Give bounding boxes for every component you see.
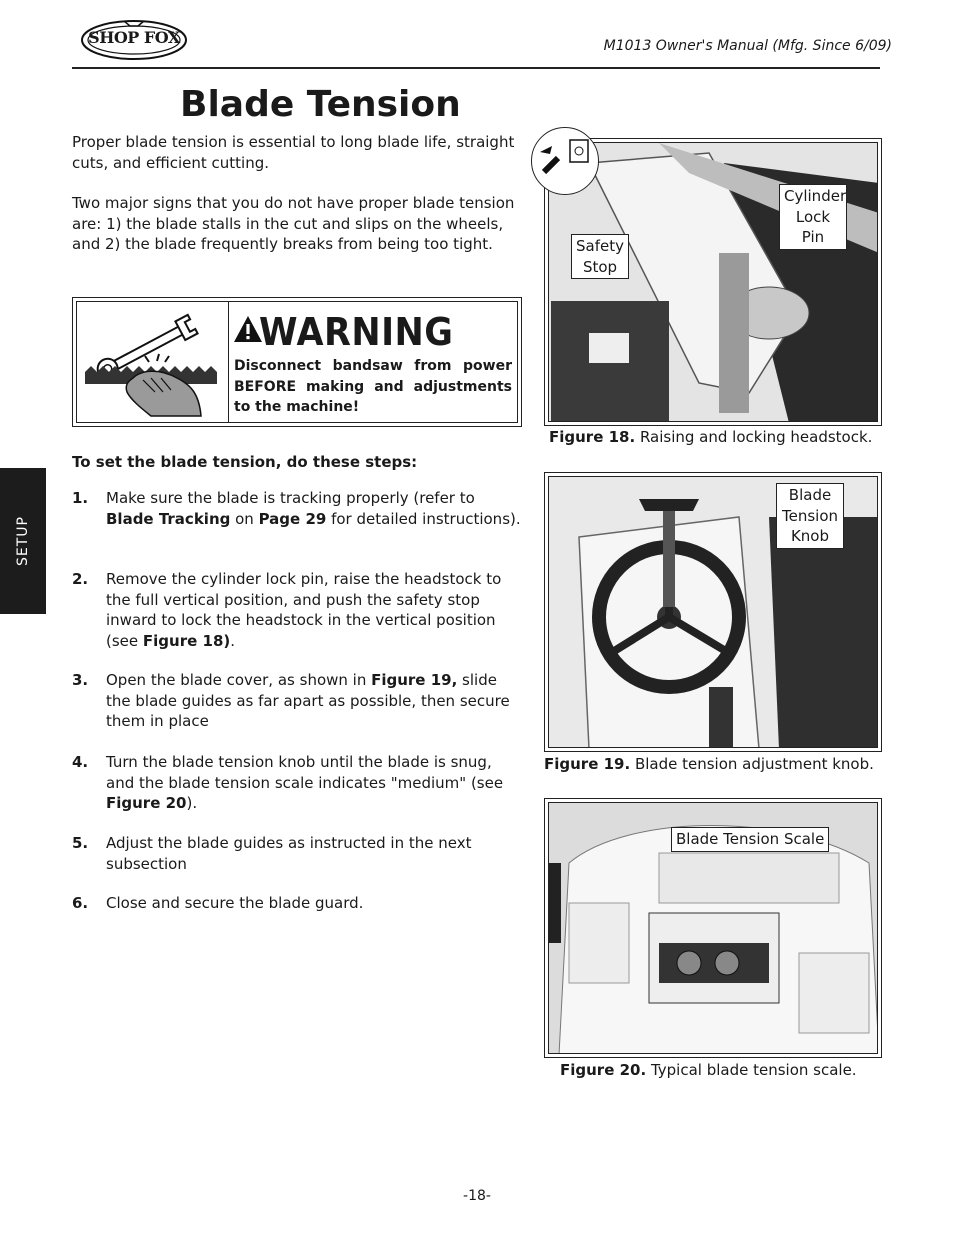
warning-divider <box>228 302 229 422</box>
warning-heading: WARNING <box>259 310 454 354</box>
steps-heading: To set the blade tension, do these steps: <box>72 453 418 471</box>
shop-fox-logo <box>80 18 188 66</box>
intro-paragraph-2: Two major signs that you do not have proper blade tension are: 1) the blade stalls in the cut and slips on the wheels, and 2) the blade frequently breaks from being too tight. <box>72 194 515 253</box>
callout-cylinder-lock-pin: Cylinder Lock Pin <box>779 184 847 250</box>
step-number: 4. <box>72 753 89 771</box>
figure-18-caption: Figure 18. Raising and locking headstock. <box>549 428 873 446</box>
step-number: 1. <box>72 489 89 507</box>
step-number: 6. <box>72 894 89 912</box>
step-4: 4. Turn the blade tension knob until the blade is snug, and the blade tension scale indicates "medium" (see Figure 20). <box>72 753 504 812</box>
section-tab <box>0 468 46 614</box>
hand-wrench-hazard-icon <box>81 308 221 418</box>
ref-figure-19[interactable]: Figure 19, <box>371 671 458 689</box>
step-6: 6. Close and secure the blade guard. <box>72 894 364 912</box>
ref-figure-18[interactable]: Figure 18) <box>142 631 231 650</box>
figure-19-caption: Figure 19. Blade tension adjustment knob. <box>544 755 874 773</box>
step-number: 2. <box>72 570 89 588</box>
ref-page-29[interactable]: Page 29 <box>258 509 327 528</box>
step-1: 1. Make sure the blade is tracking properly (refer to Blade Tracking on Page 29 for detailed instructions). <box>72 489 521 528</box>
warning-box <box>72 297 522 427</box>
figure-20-photo <box>544 798 882 1058</box>
step-5: 5. Adjust the blade guides as instructed in the next subsection <box>72 834 472 873</box>
ref-blade-tracking[interactable]: Blade Tracking <box>106 509 231 528</box>
callout-blade-tension-scale: Blade Tension Scale <box>671 827 829 852</box>
step-number: 5. <box>72 834 89 852</box>
manual-title: M1013 Owner's Manual (Mfg. Since 6/09) <box>603 38 892 54</box>
figure-19-photo <box>544 472 882 752</box>
section-tab-label: SETUP <box>15 516 31 566</box>
header-rule <box>72 67 880 69</box>
figure-20-caption: Figure 20. Typical blade tension scale. <box>560 1061 857 1079</box>
page-title: Blade Tension <box>180 84 461 125</box>
warning-text: Disconnect bandsaw from power BEFORE making and adjustments to the machine! <box>234 358 512 415</box>
page-number: -18- <box>463 1188 491 1204</box>
callout-blade-tension-knob: Blade Tension Knob <box>776 483 844 549</box>
step-number: 3. <box>72 671 89 689</box>
step-3: 3. Open the blade cover, as shown in Figure 19, slide the blade guides as far apart as possible, then secure them in place <box>72 671 510 730</box>
intro-paragraph-1: Proper blade tension is essential to long blade life, straight cuts, and efficient cutting. <box>72 133 515 172</box>
unplug-icon <box>531 127 599 195</box>
callout-safety-stop: Safety Stop <box>571 234 629 279</box>
ref-figure-20[interactable]: Figure 20 <box>106 794 187 812</box>
step-2: 2. Remove the cylinder lock pin, raise the headstock to the full vertical position, and push the safety stop inward to lock the headstock in the vertical position (see Figure 18). <box>72 570 502 650</box>
logo-text: SHOP FOX <box>88 28 180 47</box>
figure-18-photo <box>544 138 882 426</box>
